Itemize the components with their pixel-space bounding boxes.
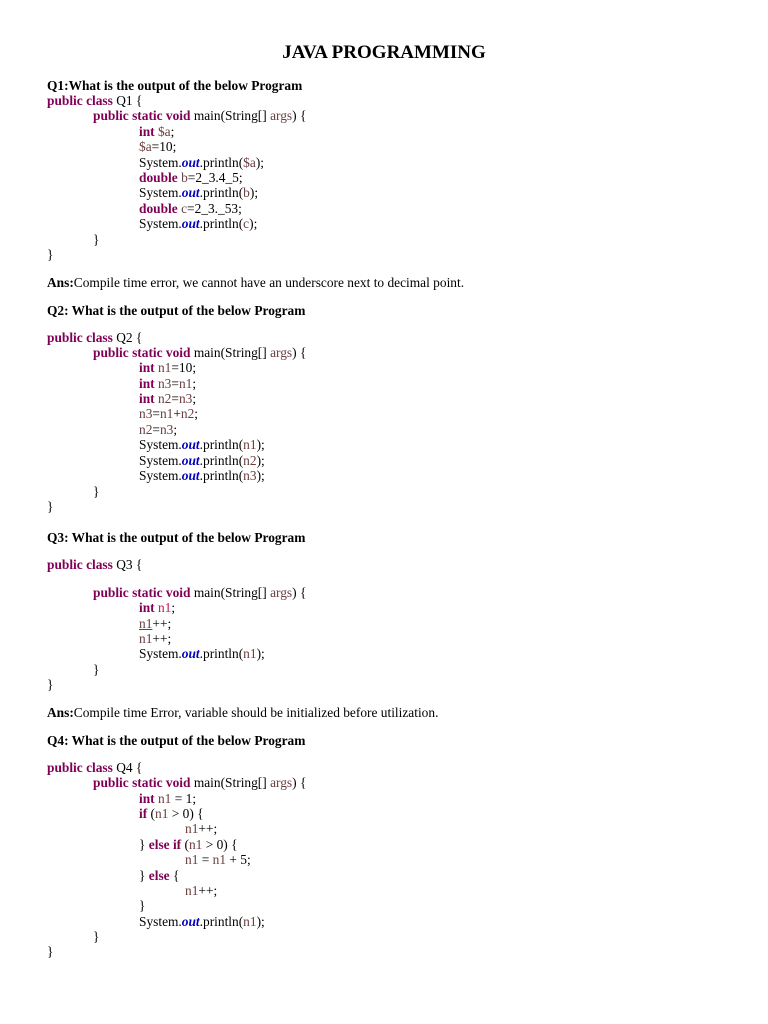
- text-segment: }: [93, 662, 100, 677]
- text-segment: System.: [139, 646, 182, 661]
- text-segment: {: [172, 868, 180, 883]
- code-line: [139, 646, 265, 662]
- question-heading: [47, 78, 302, 94]
- text-segment: args: [270, 585, 293, 600]
- text-segment: double: [139, 201, 182, 216]
- text-segment: n1: [212, 852, 227, 867]
- text-segment: =: [152, 406, 160, 421]
- text-segment: }: [47, 677, 54, 692]
- code-line: [185, 821, 217, 837]
- text-segment: System.: [139, 914, 182, 929]
- text-segment: main(String[]: [193, 585, 271, 600]
- code-line: [139, 600, 175, 616]
- text-segment: }: [93, 484, 100, 499]
- text-segment: );: [256, 468, 265, 483]
- text-segment: n3: [157, 376, 172, 391]
- text-segment: Compile time Error, variable should be initialized before utilization.: [73, 705, 439, 720]
- text-segment: args: [270, 108, 293, 123]
- code-line: [139, 806, 204, 822]
- text-segment: ;: [192, 391, 197, 406]
- text-segment: =10;: [151, 139, 177, 154]
- text-segment: out: [181, 646, 200, 661]
- code-line: [47, 557, 142, 573]
- text-segment: main(String[]: [193, 108, 271, 123]
- code-line: [139, 914, 265, 930]
- text-segment: =10;: [171, 360, 197, 375]
- text-segment: +: [173, 406, 181, 421]
- code-line: [47, 760, 142, 776]
- text-segment: public class: [47, 330, 117, 345]
- answer-text: [47, 705, 438, 721]
- text-segment: args: [270, 345, 293, 360]
- text-segment: c: [181, 201, 188, 216]
- text-segment: ;: [171, 600, 176, 615]
- text-segment: int: [139, 124, 158, 139]
- code-line: [139, 791, 196, 807]
- text-segment: .println(: [199, 437, 244, 452]
- text-segment: =2_3._53;: [187, 201, 242, 216]
- text-segment: n1: [188, 837, 203, 852]
- text-segment: Q3: What is the output of the below Program: [47, 530, 306, 545]
- text-segment: + 5;: [226, 852, 251, 867]
- text-segment: Q1:What is the output of the below Program: [47, 78, 303, 93]
- code-line: [139, 185, 258, 201]
- code-line: [139, 422, 177, 438]
- text-segment: $a: [243, 155, 256, 170]
- text-segment: b: [181, 170, 188, 185]
- text-segment: (: [150, 806, 155, 821]
- text-segment: System.: [139, 155, 182, 170]
- text-segment: ++;: [152, 616, 172, 631]
- text-segment: int: [139, 391, 158, 406]
- text-segment: out: [181, 437, 200, 452]
- text-segment: );: [256, 914, 265, 929]
- text-segment: }: [93, 232, 100, 247]
- text-segment: else: [148, 868, 173, 883]
- text-segment: public static void: [93, 775, 194, 790]
- text-segment: Q4: What is the output of the below Program: [47, 733, 306, 748]
- text-segment: }: [47, 944, 54, 959]
- text-segment: System.: [139, 185, 182, 200]
- text-segment: =: [171, 376, 179, 391]
- text-segment: n1: [185, 883, 199, 898]
- text-segment: Q2 {: [116, 330, 143, 345]
- text-segment: $a: [139, 139, 152, 154]
- text-segment: n1: [157, 600, 172, 615]
- text-segment: );: [256, 646, 265, 661]
- text-segment: n3: [243, 468, 257, 483]
- text-segment: .println(: [199, 468, 244, 483]
- text-segment: n1: [139, 616, 153, 631]
- code-line: [93, 108, 306, 124]
- text-segment: n1: [243, 646, 257, 661]
- text-segment: );: [249, 185, 259, 200]
- text-segment: public class: [47, 760, 117, 775]
- text-segment: }: [47, 499, 54, 514]
- text-segment: .println(: [199, 216, 244, 231]
- page-title: JAVA PROGRAMMING: [282, 42, 486, 63]
- text-segment: ;: [192, 376, 197, 391]
- text-segment: ;: [170, 124, 175, 139]
- text-segment: =: [171, 391, 179, 406]
- text-segment: ) {: [292, 345, 307, 360]
- text-segment: }: [139, 837, 149, 852]
- text-segment: n1: [243, 437, 257, 452]
- text-segment: n2: [180, 406, 195, 421]
- text-segment: > 0) {: [202, 837, 238, 852]
- text-segment: =2_3.4_5;: [187, 170, 243, 185]
- text-segment: System.: [139, 216, 182, 231]
- text-segment: ++;: [198, 821, 218, 836]
- code-line: [139, 391, 196, 407]
- code-line: [139, 468, 265, 484]
- text-segment: $a: [157, 124, 171, 139]
- text-segment: );: [249, 216, 258, 231]
- text-segment: System.: [139, 468, 182, 483]
- code-line: [139, 868, 179, 884]
- code-line: [139, 376, 196, 392]
- code-line: [47, 93, 142, 109]
- text-segment: );: [255, 155, 264, 170]
- text-segment: out: [181, 468, 200, 483]
- code-line: [139, 437, 265, 453]
- text-segment: .println(: [199, 453, 244, 468]
- code-line: [47, 330, 142, 346]
- text-segment: Q2: What is the output of the below Program: [47, 303, 306, 318]
- code-line: [185, 883, 217, 899]
- text-segment: .println(: [199, 185, 244, 200]
- code-line: [139, 139, 176, 155]
- text-segment: if: [139, 806, 151, 821]
- text-segment: out: [181, 155, 200, 170]
- text-segment: n3: [139, 406, 153, 421]
- code-line: [93, 929, 99, 945]
- text-segment: ;: [173, 422, 178, 437]
- text-segment: }: [139, 868, 149, 883]
- code-line: [185, 852, 251, 868]
- code-line: [139, 201, 242, 217]
- text-segment: (: [184, 837, 189, 852]
- text-segment: }: [47, 247, 54, 262]
- code-line: [93, 484, 99, 500]
- text-segment: Ans:: [47, 705, 74, 720]
- text-segment: = 1;: [171, 791, 197, 806]
- text-segment: ++;: [198, 883, 218, 898]
- code-line: [93, 662, 99, 678]
- text-segment: public static void: [93, 108, 194, 123]
- question-heading: [47, 733, 305, 749]
- text-segment: double: [139, 170, 182, 185]
- code-line: [139, 124, 174, 140]
- code-line: [139, 837, 238, 853]
- text-segment: n1: [185, 852, 199, 867]
- text-segment: ) {: [292, 585, 307, 600]
- text-segment: n1: [155, 806, 169, 821]
- text-segment: System.: [139, 453, 182, 468]
- text-segment: main(String[]: [193, 775, 271, 790]
- text-segment: out: [181, 216, 200, 231]
- question-heading: [47, 303, 305, 319]
- code-line: [47, 677, 53, 693]
- text-segment: n1: [178, 376, 193, 391]
- text-segment: System.: [139, 437, 182, 452]
- text-segment: =: [198, 852, 213, 867]
- text-segment: );: [256, 453, 265, 468]
- text-segment: .println(: [199, 155, 244, 170]
- question-heading: [47, 530, 305, 546]
- text-segment: }: [93, 929, 100, 944]
- text-segment: n2: [157, 391, 172, 406]
- code-line: [93, 232, 99, 248]
- text-segment: n2: [139, 422, 153, 437]
- code-line: [139, 631, 171, 647]
- text-segment: out: [181, 453, 200, 468]
- text-segment: public static void: [93, 585, 194, 600]
- code-line: [47, 247, 53, 263]
- text-segment: b: [243, 185, 250, 200]
- text-segment: n1: [243, 914, 257, 929]
- text-segment: int: [139, 376, 158, 391]
- code-line: [139, 170, 243, 186]
- text-segment: main(String[]: [193, 345, 271, 360]
- text-segment: public class: [47, 93, 117, 108]
- text-segment: );: [256, 437, 265, 452]
- text-segment: public class: [47, 557, 117, 572]
- text-segment: public static void: [93, 345, 194, 360]
- text-segment: ++;: [152, 631, 172, 646]
- text-segment: }: [139, 898, 146, 913]
- answer-text: [47, 275, 464, 291]
- code-line: [93, 585, 306, 601]
- code-line: [139, 155, 264, 171]
- text-segment: int: [139, 791, 158, 806]
- text-segment: args: [270, 775, 293, 790]
- code-line: [47, 944, 53, 960]
- text-segment: n3: [178, 391, 193, 406]
- text-segment: n1: [159, 406, 174, 421]
- text-segment: int: [139, 600, 158, 615]
- code-line: [93, 775, 306, 791]
- text-segment: ;: [194, 406, 199, 421]
- code-line: [139, 216, 257, 232]
- text-segment: n1: [157, 360, 172, 375]
- code-line: [93, 345, 306, 361]
- text-segment: Q1 {: [116, 93, 143, 108]
- text-segment: Q3 {: [116, 557, 143, 572]
- text-segment: out: [181, 914, 200, 929]
- text-segment: .println(: [199, 914, 244, 929]
- text-segment: Ans:: [47, 275, 74, 290]
- code-line: [139, 616, 171, 632]
- text-segment: =: [152, 422, 160, 437]
- text-segment: .println(: [199, 646, 244, 661]
- text-segment: n2: [243, 453, 257, 468]
- code-line: [139, 898, 145, 914]
- text-segment: n1: [139, 631, 153, 646]
- text-segment: n1: [185, 821, 199, 836]
- text-segment: c: [243, 216, 250, 231]
- text-segment: else if: [148, 837, 185, 852]
- text-segment: n3: [159, 422, 174, 437]
- code-line: [139, 360, 196, 376]
- text-segment: n1: [157, 791, 172, 806]
- code-line: [47, 499, 53, 515]
- text-segment: ) {: [292, 775, 307, 790]
- code-line: [139, 453, 265, 469]
- text-segment: Compile time error, we cannot have an underscore next to decimal point.: [73, 275, 465, 290]
- text-segment: Q4 {: [116, 760, 143, 775]
- text-segment: ) {: [292, 108, 307, 123]
- code-line: [139, 406, 198, 422]
- text-segment: int: [139, 360, 158, 375]
- text-segment: out: [181, 185, 200, 200]
- text-segment: > 0) {: [168, 806, 204, 821]
